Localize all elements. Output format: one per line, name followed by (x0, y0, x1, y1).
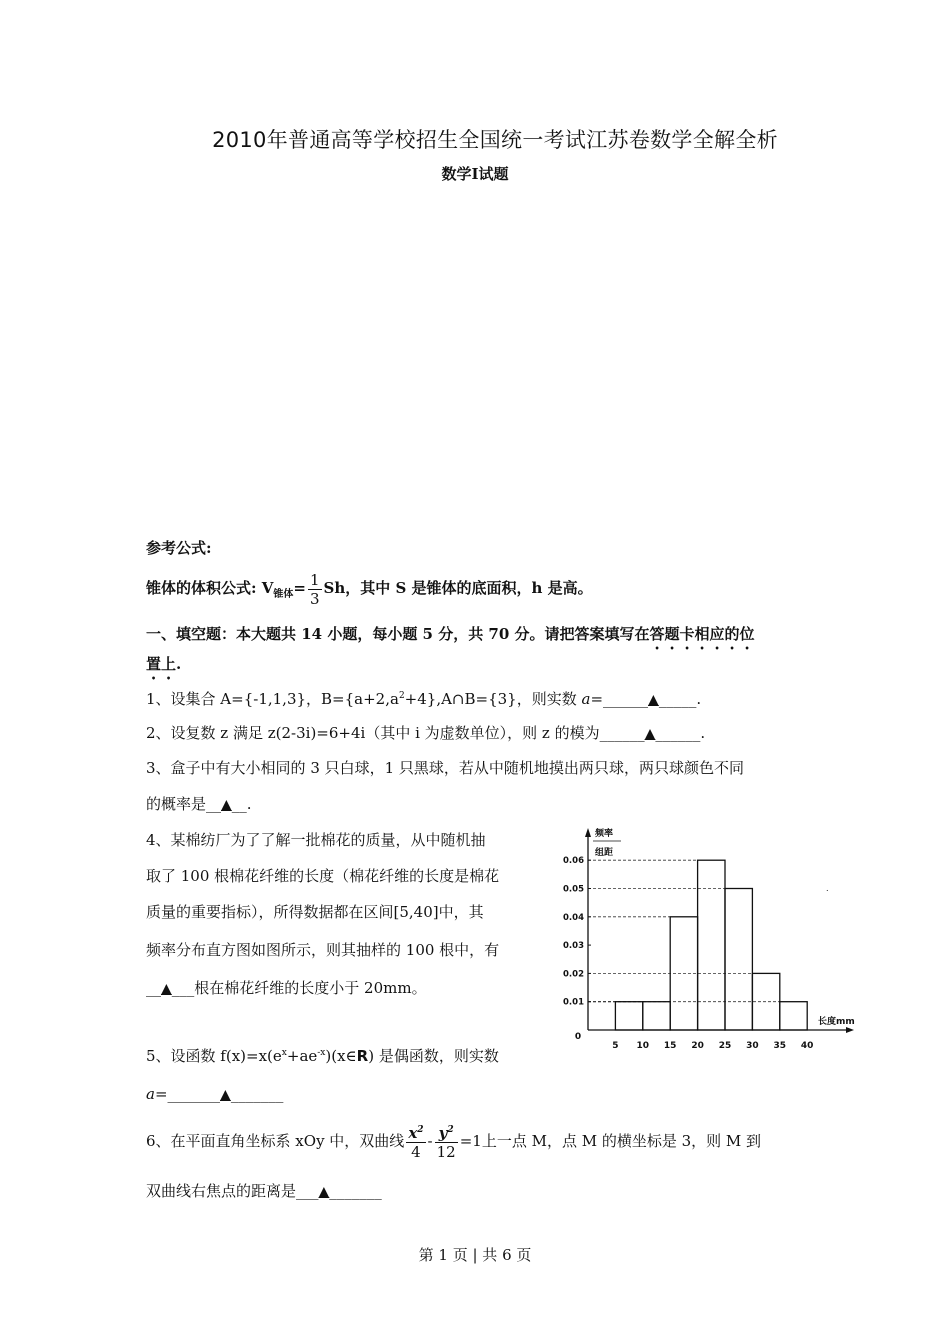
y-tick-label-2: 0.03 (563, 941, 584, 952)
q1-sup: 2 (398, 691, 405, 701)
x-tick-label-6: 35 (773, 1041, 787, 1051)
cone-sub: 锥体 (273, 589, 294, 600)
q1-answer-marker: ▲ (648, 692, 659, 708)
q5-text-d: ) 是偶函数，则实数 (368, 1047, 499, 1065)
y-axis-label-bottom: 组距 (595, 848, 614, 858)
question-3-line1: 3、盒子中有大小相同的 3 只白球，1 只黑球，若从中随机地摸出两只球，两只球颜色不同 (146, 759, 744, 777)
y-tick-label-0: 0.01 (563, 997, 584, 1008)
histogram-bar-3 (698, 860, 725, 1030)
section-heading-line2 (146, 654, 181, 683)
q1-eq: = (590, 690, 604, 708)
q3-text: 的概率是 (146, 795, 207, 813)
cone-eq: = (293, 579, 306, 597)
q4-answer-marker: ▲ (161, 981, 172, 997)
histogram-bar-6 (780, 1002, 807, 1030)
question-2 (146, 723, 705, 744)
q6-answer-marker: ▲ (318, 1184, 330, 1200)
q2-answer-marker: ▲ (644, 726, 656, 742)
q6-den2: 12 (436, 1142, 456, 1161)
question-4-line4: 频率分布直方图如图所示，则其抽样的 100 根中，有 (146, 941, 500, 959)
histogram-bars (615, 860, 807, 1030)
q6-minus: - (427, 1132, 433, 1150)
question-1 (146, 689, 701, 710)
q6-prefix: 6、在平面直角坐标系 xOy 中，双曲线 (146, 1132, 405, 1150)
question-3-line2 (146, 794, 252, 815)
x-tick-label-0: 5 (612, 1041, 619, 1051)
q1-text-a: 1、设集合 A={-1,1,3}，B={a+2,a (146, 690, 399, 708)
cone-formula (146, 566, 593, 617)
q3-blank-right: __ (231, 795, 247, 813)
fraction-one-third (308, 571, 322, 608)
y-tick-label-4: 0.05 (563, 884, 584, 895)
q2-text: 2、设复数 z 满足 z(2-3i)=6+4i（其中 i 为虚数单位），则 z 的模为 (146, 724, 600, 742)
q5-answer-marker: ▲ (220, 1087, 231, 1103)
q1-blank-left: ______ (603, 690, 649, 708)
frequency-histogram (548, 818, 868, 1058)
question-4-line3: 质量的重要指标），所得数据都在区间[5,40]中，其 (146, 903, 484, 921)
frac-den: 3 (309, 589, 320, 608)
histogram-bar-0 (615, 1002, 642, 1030)
q3-end: . (246, 795, 252, 813)
page-title: 2010年普通高等学校招生全国统一考试江苏卷数学全解全析 (212, 128, 778, 152)
q2-blank-left: ______ (599, 724, 645, 742)
question-6-line1 (146, 1118, 761, 1164)
q6-eq: =1 (459, 1132, 482, 1150)
q5-blank-left: _______ (167, 1085, 221, 1103)
section-end: . (176, 655, 182, 673)
q1-end: . (696, 690, 702, 708)
section-heading-line1 (146, 624, 755, 653)
q6-sup-y: 2 (447, 1124, 454, 1135)
x-tick-label-2: 15 (663, 1041, 677, 1051)
x-tick-label-5: 30 (746, 1041, 759, 1051)
q6-sup-x: 2 (417, 1124, 424, 1135)
question-4-line2: 取了 100 根棉花纤维的长度（棉花纤维的长度是棉花 (146, 867, 500, 885)
q4-blank-right: ___ (171, 979, 195, 997)
q6-blank-left: ___ (296, 1182, 319, 1200)
q6-y: y (438, 1123, 448, 1142)
x-tick-label-7: 40 (800, 1041, 814, 1051)
q1-blank-right: _____ (658, 690, 697, 708)
question-4-line1: 4、某棉纺厂为了了解一批棉花的质量，从中随机抽 (146, 831, 486, 849)
x-tick-label-4: 25 (718, 1041, 732, 1051)
q3-answer-marker: ▲ (221, 797, 232, 813)
q2-blank-right: ______ (655, 724, 701, 742)
formula-heading: 参考公式: (146, 539, 212, 557)
cone-suffix: Sh，其中 S 是锥体的底面积，h 是高。 (323, 579, 593, 597)
q5-real-set: R (356, 1047, 369, 1065)
x-axis-label: 长度mm (818, 1017, 855, 1027)
stray-dot: . (826, 884, 829, 893)
question-6-line2 (146, 1181, 382, 1202)
q5-sup2: -x (317, 1048, 326, 1058)
q4-text-end: 根在棉花纤维的长度小于 20mm。 (194, 979, 427, 997)
q5-text-b: +ae (286, 1047, 318, 1065)
q1-var: a (581, 690, 591, 708)
q6-suffix: 上一点 M，点 M 的横坐标是 3，则 M 到 (481, 1132, 762, 1150)
q6-frac-y (435, 1124, 458, 1161)
y-axis-label-top: 频率 (595, 829, 614, 839)
x-axis-arrow (846, 1027, 854, 1033)
histogram-guides (588, 860, 780, 1002)
y-tick-label-3: 0.04 (563, 912, 584, 923)
page-subtitle: 数学Ⅰ试题 (441, 165, 509, 183)
section-emph2: 置上 (146, 655, 177, 673)
y-tick-label-5: 0.06 (563, 856, 584, 867)
q1-text-b: +4},A∩B={3}，则实数 (404, 690, 582, 708)
histogram-bar-4 (725, 889, 752, 1031)
q6-x: x (408, 1123, 418, 1142)
q6-blank-right: _______ (329, 1182, 382, 1200)
question-4-line5 (146, 978, 427, 999)
cone-prefix: 锥体的体积公式: V (146, 579, 274, 597)
x-tick-label-3: 20 (691, 1041, 704, 1051)
q6-den1: 4 (411, 1142, 421, 1161)
q5-var: a (146, 1085, 155, 1103)
section-text: 一、填空题：本大题共 14 小题，每小题 5 分，共 70 分。请把答案填写在 (146, 625, 650, 643)
histogram-bar-1 (643, 1002, 670, 1030)
q3-blank-left: __ (206, 795, 222, 813)
q4-blank-left: __ (146, 979, 161, 997)
section-emph1: 答题卡相应的位 (649, 625, 755, 643)
q6-frac-x (406, 1124, 425, 1161)
frac-num: 1 (309, 570, 320, 589)
q2-end: . (700, 724, 706, 742)
question-5-line1 (146, 1046, 499, 1066)
q5-blank-right: _______ (230, 1085, 284, 1103)
q5-text-a: 5、设函数 f(x)=x(e (146, 1047, 282, 1065)
origin-label: 0 (574, 1032, 582, 1042)
q5-text-c: )(x∈ (325, 1047, 357, 1065)
q6-text: 双曲线右焦点的距离是 (146, 1182, 297, 1200)
y-tick-label-1: 0.02 (563, 969, 584, 980)
q5-eq: = (154, 1085, 168, 1103)
q5-sup1: x (281, 1048, 287, 1058)
page-footer: 第 1 页 | 共 6 页 (418, 1246, 532, 1264)
question-5-line2 (146, 1084, 283, 1105)
y-axis-arrow (585, 828, 591, 837)
x-tick-label-1: 10 (636, 1041, 650, 1051)
